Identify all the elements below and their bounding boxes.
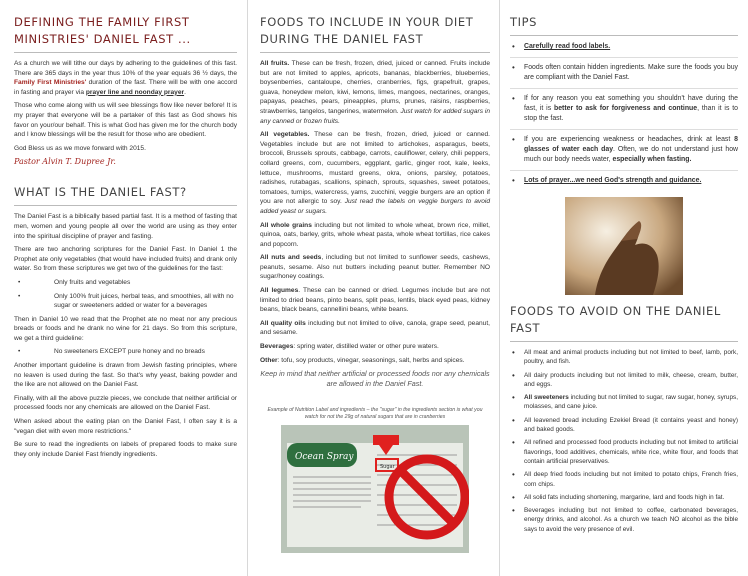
keep-in-mind-note: Keep in mind that neither artificial or processed foods nor any chemicals are allowed in the Daniel Fast. [260, 369, 490, 389]
list-item: • All solid fats including shortening, margarine, lard and foods high in fat. [510, 493, 738, 502]
list-item: • Lots of prayer...we need God's strength and guidance. [510, 176, 738, 191]
fruits-paragraph: All fruits. These can be fresh, frozen, dried, juiced or canned. Fruits include but are not limited to apples, apricots, bananas, blackberries, blueberries, boysenberries, cantaloupe, cherries, cranberries, figs, grapefruit, grapes, guava, honeydew melon, kiwi, lemons, limes, mangoes, nectarines, oranges, papayas, peaches, pears, pineapples, plums, prunes, raisins, raspberries, strawberries, tangelos, tangerines, watermelon. Just watch for added sugars in any canned or frozen fruits. [260, 60, 490, 125]
list-item: • All sweeteners including but not limited to sugar, raw sugar, honey, syrups, molasses, and cane juice. [510, 393, 738, 412]
list-item: • Foods often contain hidden ingredients. Make sure the foods you buy are compliant with the Daniel Fast. [510, 63, 738, 89]
avoid-list [510, 348, 738, 534]
paragraph: Another important guideline is drawn from Jewish fasting principles, where no leaven is used during the fast. So that's why yeast, baking powder and the like are not allowed on the Daniel Fast. [14, 362, 237, 389]
list-item: • All meat and animal products including but not limited to beef, lamb, pork, poultry, and fish. [510, 348, 738, 367]
list-item: • Beverages including but not limited to coffee, carbonated beverages, energy drinks, and alcohol. As a church we teach NO alcohol as the bible says to avoid the very presence of evil. [510, 506, 738, 534]
paragraph: Finally, with all the above puzzle pieces, we conclude that neither artificial or processed foods nor any chemicals are allowed on the Daniel Fast. [14, 394, 237, 412]
list-item: • If you are experiencing weakness or headaches, drink at least 8 glasses of water each day. Often, we do not understand just how much our body needs water, especially when fasting. [510, 135, 738, 171]
other-paragraph: Other: tofu, soy products, vinegar, seasonings, salt, herbs and spices. [260, 356, 465, 364]
divider [510, 341, 738, 342]
list-item: • Carefully read food labels. [510, 42, 738, 58]
column-right [500, 0, 748, 576]
guideline-item: • Only 100% fruit juices, herbal teas, and smoothies, all with no sugar or sweeteners added or water for a beverages [18, 292, 234, 310]
oils-paragraph: All quality oils including but not limited to olive, canola, grape seed, peanut, and sesame. [260, 319, 490, 337]
defining-title: DEFINING THE FAMILY FIRST MINISTRIES' DANIEL FAST ... [14, 15, 191, 46]
paragraph: When asked about the eating plan on the Daniel Fast, I often say it is a "vegan diet with even more restrictions." [14, 418, 237, 435]
column-middle [248, 0, 498, 576]
brand-logo-text: Ocean Spray [295, 452, 354, 463]
divider [14, 205, 237, 206]
divider [510, 35, 738, 36]
nutrition-label-photo [281, 425, 469, 553]
label-caption: Example of Nutrition Label and ingredients – the "sugar" in the ingredients section is what you watch for not the 29g of natural sugars that are in cranberries [267, 407, 483, 421]
legumes-paragraph: All legumes. These can be canned or dried. Legumes include but are not limited to dried beans, pinto beans, split peas, lentils, black eyed peas, kidney beans, black beans, cannellini beans, white beans. [260, 287, 491, 314]
divider [260, 52, 490, 53]
paragraph: There are two anchoring scriptures for the Daniel Fast. In Daniel 1 the Prophet ate only vegetables (that would have included fruits) and drank only water. So from these scriptures we get two of the guidelines for the fast: [14, 246, 237, 273]
foods-avoid-title: FOODS TO AVOID ON THE DANIEL FAST [510, 304, 721, 335]
guideline-item: • No sweeteners EXCEPT pure honey and no breads [18, 348, 205, 356]
beverages-paragraph: Beverages: spring water, distilled water or other pure waters. [260, 343, 439, 351]
tips-list [510, 42, 738, 191]
sugar-word: Sugar [380, 464, 395, 471]
list-item: • All leavened bread including Ezekiel Bread (it contains yeast and honey) and baked goods. [510, 416, 738, 435]
tips-title: TIPS [510, 15, 538, 29]
list-item: • All deep fried foods including but not limited to potato chips, French fries, corn chips. [510, 470, 738, 489]
guideline-item: • Only fruits and vegetables [18, 278, 131, 286]
foods-include-title: FOODS TO INCLUDE IN YOUR DIET DURING THE DANIEL FAST [260, 15, 474, 46]
list-item: • If for any reason you eat something you shouldn't have during the fast, it is better to ask for forgiveness and continue, than it is to stop the fast. [510, 94, 738, 130]
intro-paragraph: As a church we will tithe our days by adhering to the guidelines of this fast. There are 365 days in the year thus 10% of the year equals 36 ½ days, the Family First Ministries' duration of the fast. There will be with one accord in fasting and prayer via prayer line and noonday prayer. [14, 60, 237, 96]
paragraph: Then in Daniel 10 we read that the Prophet ate no meat nor any precious breads or foods and he drank no wine for 21 days. So from this scripture, we get a third guideline: [14, 315, 237, 342]
praying-hands-photo-art [565, 197, 683, 295]
what-is-title: WHAT IS THE DANIEL FAST? [14, 185, 187, 200]
paragraph: Be sure to read the ingredients on labels of prepared foods to make sure they only include Daniel Fast friendly ingredients. [14, 441, 237, 458]
praying-hands-photo [565, 197, 683, 295]
divider [14, 52, 237, 53]
god-bless-line: God Bless us as we move forward with 2015. [14, 144, 146, 152]
list-item: • All dairy products including but not limited to milk, cheese, cream, butter, and eggs. [510, 371, 738, 390]
blessing-paragraph: Those who come along with us will see blessings flow like never before! It is my prayer that everyone will be a partaker of this fast as God shows his favor on your/our behalf. This is what God has given me for the church body and I know blessings will be the result for those who are obedient. [14, 102, 237, 139]
pastor-signature: Pastor Alvin T. Dupree Jr. [14, 157, 116, 167]
prayer-line-link[interactable]: prayer line and noonday prayer [85, 88, 185, 96]
grains-paragraph: All whole grains including but not limited to whole wheat, brown rice, millet, quinoa, oats, barley, grits, whole wheat pasta, whole wheat tortillas, rice cakes and popcorn. [260, 221, 491, 248]
nuts-paragraph: All nuts and seeds, including but not limited to sunflower seeds, cashews, peanuts, sesame. Also nut butters including peanut butter. Remember NO sugar/honey coatings. [260, 254, 490, 281]
column-left [0, 0, 245, 576]
vegetables-paragraph: All vegetables. These can be fresh, frozen, dried, juiced or canned. Vegetables include but are not limited to artichokes, asparagus, beets, broccoli, Brussels sprouts, cabbage, carrots, cauliflower, celery, chili peppers, collard greens, corn, cucumbers, eggplant, garlic, ginger root, kale, leeks, lettuce, mushrooms, mustard greens, okra, onions, parsley, potatoes, radishes, rutabagas, scallions, spinach, sprouts, squashes, sweet potatoes, tomatoes, turnips, watercress, yams, zucchini, veggie burgers are an option if you are not allergic to soy. Just read the labels on veggie burgers to avoid added yeast or sugars. [260, 131, 490, 215]
paragraph: The Daniel Fast is a biblically based partial fast. It is a method of fasting that men, women and young people all over the world are using as they enter into the spiritual discipline of prayer and fasting. [14, 213, 237, 240]
list-item: • All refined and processed food products including but not limited to artificial flavorings, food additives, chemicals, white rice, white flour, and foods that contain artificial preservatives. [510, 438, 738, 466]
nutrition-label-photo-art [281, 425, 469, 553]
